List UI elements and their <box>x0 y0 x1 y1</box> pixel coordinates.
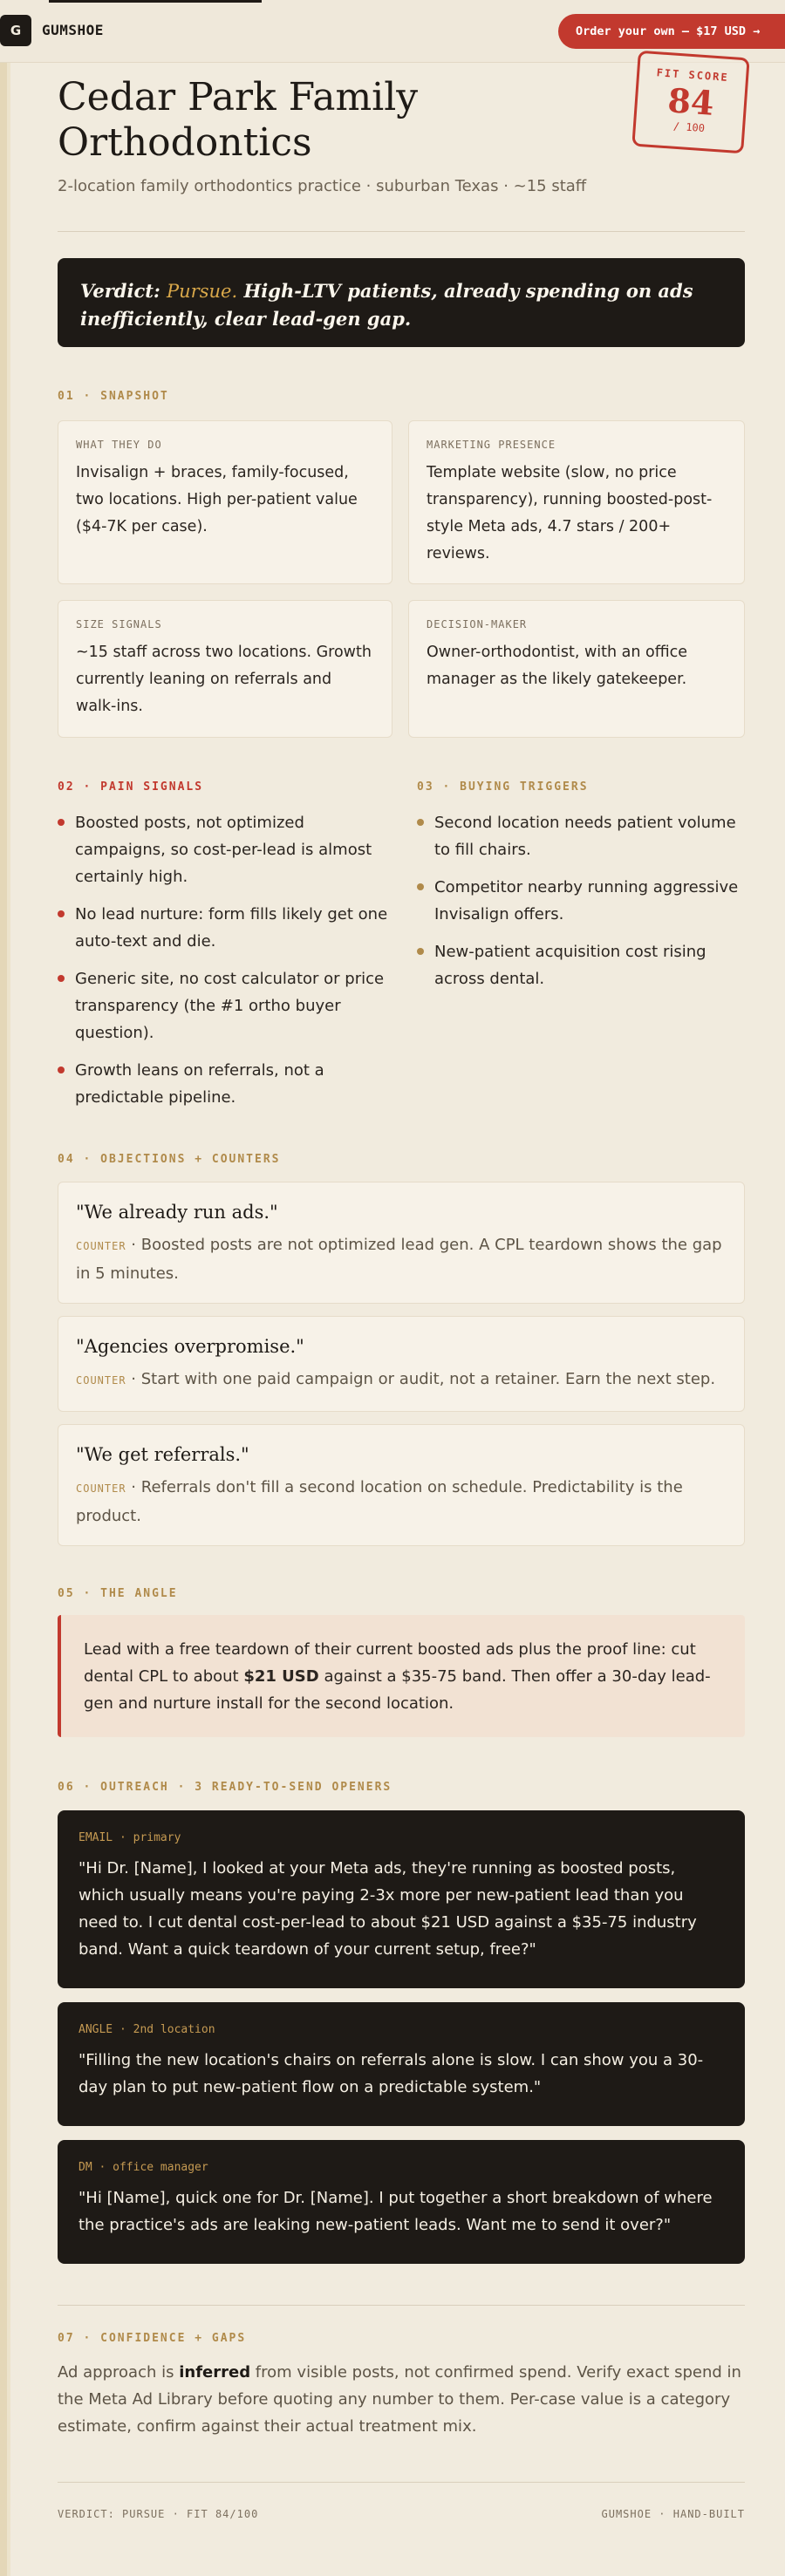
section-label-pain-signals: 02 · PAIN SIGNALS <box>58 780 204 794</box>
counter-text: Referrals don't fill a second location on schedule. Predictability is the product. <box>76 1478 683 1525</box>
list-item: Growth leans on referrals, not a predictable pipeline. <box>58 1057 392 1111</box>
topbar-accent-line <box>49 0 262 3</box>
footer-divider <box>58 2482 745 2483</box>
confidence-highlight: inferred <box>179 2363 251 2382</box>
fit-score-value: 84 <box>666 80 715 123</box>
list-item: Boosted posts, not optimized campaigns, so cost-per-lead is almost certainly high. <box>58 809 392 890</box>
list-item: No lead nurture: form fills likely get one auto-text and die. <box>58 901 392 955</box>
counter-tag: COUNTER <box>76 1240 126 1252</box>
section-label-objections: 04 · OBJECTIONS + COUNTERS <box>58 1153 281 1166</box>
section-label-snapshot: 01 · SNAPSHOT <box>58 390 169 403</box>
angle-highlight: $21 USD <box>243 1667 319 1686</box>
snapshot-card-text: Template website (slow, no price transparency), running boosted-post-style Meta ads, 4.7 stars / 200+ reviews. <box>427 464 713 562</box>
counter-text: Start with one paid campaign or audit, not a retainer. Earn the next step. <box>140 1370 716 1388</box>
snapshot-card <box>58 600 392 738</box>
list-item: Generic site, no cost calculator or price transparency (the #1 ortho buyer question). <box>58 965 392 1046</box>
counter-tag: COUNTER <box>76 1374 126 1387</box>
outreach-divider <box>58 2305 745 2306</box>
confidence-text-before: Ad approach is <box>58 2363 180 2382</box>
counter-text: Boosted posts are not optimized lead gen. A CPL teardown shows the gap in 5 minutes. <box>76 1236 722 1283</box>
brand-name[interactable]: GUMSHOE <box>42 22 104 38</box>
footer-brand: GUMSHOE · HAND-BUILT <box>601 2508 745 2520</box>
brand-logo[interactable]: G <box>0 15 31 46</box>
snapshot-card-text: Invisalign + braces, family-focused, two locations. High per-patient value ($4-7K per case). <box>76 464 358 535</box>
objection-counter: COUNTER · Referrals don't fill a second location on schedule. Predictability is the product. <box>76 1478 683 1525</box>
list-item: Competitor nearby running aggressive Invisalign offers. <box>417 874 745 928</box>
verdict-box <box>58 258 745 347</box>
left-decor-stripe <box>0 0 7 2576</box>
section-label-outreach: 06 · OUTREACH · 3 READY-TO-SEND OPENERS <box>58 1781 392 1794</box>
objection-quote: "Agencies overpromise." <box>76 1336 304 1357</box>
opener-message[interactable]: "Hi Dr. [Name], I looked at your Meta ads, they're running as boosted posts, which usually means you're paying 2-3x more per new-patient lead than you need to. I cut dental cost-per-lead to about $21 USD against a $35-75 industry band. Want a quick teardown of your current setup, free?" <box>78 1859 697 1959</box>
objection-card <box>58 1424 745 1546</box>
opener-tag: DM · office manager <box>78 2161 208 2174</box>
objection-card <box>58 1182 745 1304</box>
snapshot-card <box>408 420 745 584</box>
opener-card-email[interactable] <box>58 1810 745 1988</box>
section-label-angle: 05 · THE ANGLE <box>58 1587 178 1600</box>
page-title: Cedar Park Family Orthodontics <box>58 75 419 165</box>
objection-counter: COUNTER · Start with one paid campaign or audit, not a retainer. Earn the next step. <box>76 1370 716 1388</box>
fit-score-label: FIT SCORE <box>656 66 730 84</box>
opener-card-angle[interactable] <box>58 2002 745 2126</box>
opener-message[interactable]: "Hi [Name], quick one for Dr. [Name]. I put together a short breakdown of where the practice's ads are leaking new-patient leads. Want me to send it over?" <box>78 2189 713 2234</box>
snapshot-card-text: Owner-orthodontist, with an office manager as the likely gatekeeper. <box>427 644 688 688</box>
fit-score-stamp <box>631 51 749 154</box>
opener-tag: EMAIL · primary <box>78 1831 181 1844</box>
list-item: Second location needs patient volume to fill chairs. <box>417 809 745 863</box>
snapshot-card <box>408 600 745 738</box>
snapshot-card-label: MARKETING PRESENCE <box>427 439 556 451</box>
section-label-confidence: 07 · CONFIDENCE + GAPS <box>58 2332 247 2345</box>
confidence-text <box>58 2359 745 2440</box>
order-cta-button[interactable]: Order your own — $17 USD → <box>558 14 785 49</box>
angle-box <box>58 1615 745 1737</box>
section-label-buying-triggers: 03 · BUYING TRIGGERS <box>417 780 589 794</box>
opener-message[interactable]: "Filling the new location's chairs on referrals alone is slow. I can show you a 30-day plan to put new-patient flow on a predictable system." <box>78 2051 704 2096</box>
pain-signals-list <box>58 809 392 1121</box>
page-subtitle: 2-location family orthodontics practice · suburban Texas · ~15 staff <box>58 177 587 195</box>
angle-text-before: Lead with a free teardown of their current boosted ads plus the proof line: cut dental CPL to about <box>84 1640 696 1686</box>
opener-tag: ANGLE · 2nd location <box>78 2023 215 2036</box>
objection-card <box>58 1316 745 1412</box>
verdict-text: High-LTV patients, already spending on ads inefficiently, clear lead-gen gap. <box>80 280 693 330</box>
counter-tag: COUNTER <box>76 1482 126 1495</box>
verdict-key: Verdict: <box>80 280 160 302</box>
snapshot-card-label: SIZE SIGNALS <box>76 618 162 630</box>
objection-quote: "We get referrals." <box>76 1444 249 1465</box>
confidence-text-after: from visible posts, not confirmed spend. Verify exact spend in the Meta Ad Library before quoting any number to them. Per-case value is a category estimate, confirm against their actual treatment mix. <box>58 2363 741 2436</box>
left-decor-stripe-inner <box>7 0 10 2576</box>
objection-counter: COUNTER · Boosted posts are not optimized lead gen. A CPL teardown shows the gap in 5 minutes. <box>76 1236 722 1283</box>
objection-quote: "We already run ads." <box>76 1202 278 1223</box>
footer-verdict: VERDICT: PURSUE · FIT 84/100 <box>58 2508 259 2520</box>
snapshot-card <box>58 420 392 584</box>
opener-card-dm[interactable] <box>58 2140 745 2264</box>
snapshot-card-label: WHAT THEY DO <box>76 439 162 451</box>
angle-text-after: against a $35-75 band. Then offer a 30-day lead-gen and nurture install for the second location. <box>84 1667 711 1713</box>
header-divider <box>58 231 745 232</box>
fit-score-max: / 100 <box>672 119 706 135</box>
buying-triggers-list <box>417 809 745 1003</box>
snapshot-card-label: DECISION-MAKER <box>427 618 528 630</box>
snapshot-card-text: ~15 staff across two locations. Growth currently leaning on referrals and walk-ins. <box>76 644 372 715</box>
verdict-value: Pursue. <box>167 281 238 302</box>
list-item: New-patient acquisition cost rising across dental. <box>417 938 745 992</box>
